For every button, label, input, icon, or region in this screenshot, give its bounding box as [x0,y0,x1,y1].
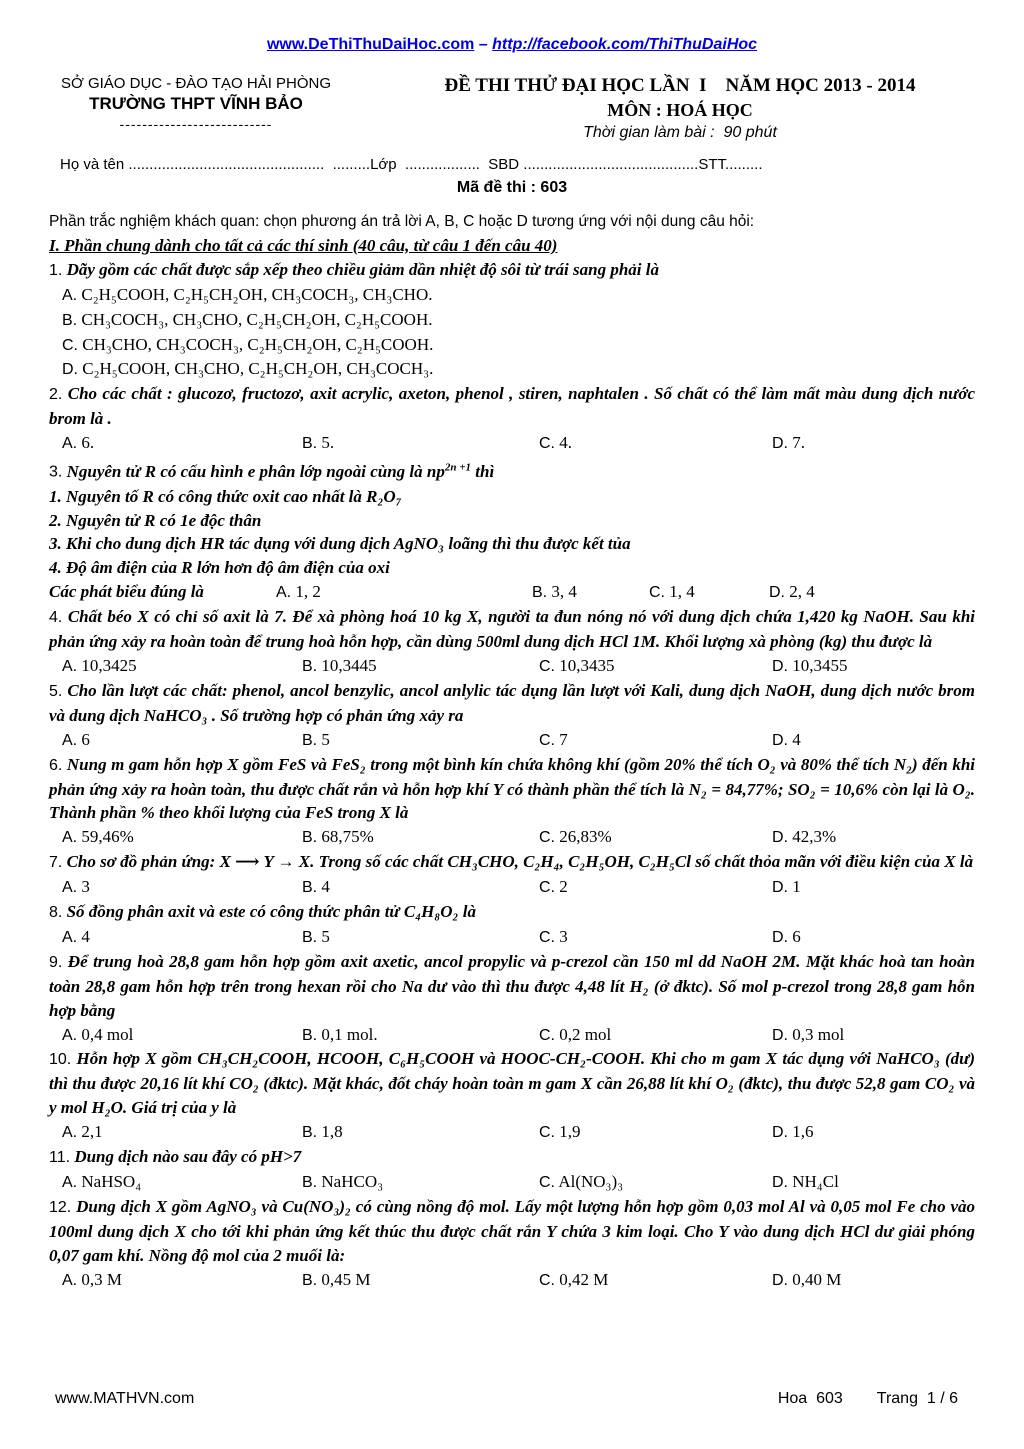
option-letter: C. [539,879,555,897]
dethithudaihoc-link[interactable]: www.DeThiThuDaiHoc.com [266,36,475,53]
option-value: 42,3% [792,827,837,847]
divider-dashes: --------------------------- [119,116,273,132]
school-name: TRƯỜNG THPT VĨNH BẢO [89,94,303,113]
option-c [539,654,772,679]
top-links-bar [0,0,1024,54]
student-info-line: Họ và tên ............................................... .........Lớp .................. SBD ..........................................STT......... [60,156,763,173]
option-letter: A. [62,829,78,847]
question-5-text [49,679,975,728]
option-b [532,580,649,605]
option-letter: C. [539,731,555,749]
option-value: 59,46% [81,827,134,847]
statement-1: 1. Nguyên tố R có công thức oxit cao nhất là R₂O₇ [49,486,402,506]
option-letter: D. [772,928,788,946]
option-value: 4 [792,729,801,749]
question-body: Dung dịch nào sau đây có pH>7 [74,1147,302,1167]
option-d [772,1120,975,1145]
option-value: 4. [559,433,572,453]
option-letter: C. [539,829,555,847]
option-b [302,875,539,900]
question-number: 5. [49,682,63,700]
statement-2: 2. Nguyên tử R có 1e độc thân [49,510,262,530]
question-6 [49,753,975,851]
question-number: 1. [49,261,63,279]
option-value: C₂H₅COOH, C₂H₅CH₂OH, CH₃COCH₃, CH₃CHO. [81,284,433,304]
question-3-options [49,580,975,605]
question-5 [49,679,975,753]
question-1 [49,258,975,383]
option-value: CH₃COCH₃, CH₃CHO, C₂H₅CH₂OH, C₂H₅COOH. [81,309,433,329]
option-letter: B. [302,657,318,675]
statement-4: 4. Độ âm điện của R lớn hơn độ âm điện của oxi [49,558,390,578]
option-value: 3 [559,926,568,946]
question-1-options [49,283,975,383]
question-6-text [49,753,975,826]
option-letter: C. [539,1174,555,1191]
option-letter: B. [302,829,318,847]
option-d [769,580,975,605]
department-name: SỞ GIÁO DỤC - ĐÀO TẠO HẢI PHÒNG [60,75,332,92]
question-4 [49,605,975,679]
instructions-line: Phần trắc nghiệm khách quan: chọn phương án trả lời A, B, C hoặc D tương ứng với nội dung câu hỏi: [49,213,755,230]
question-body: Số đồng phân axit và este có công thức phân tử C₄H₈O₂ là [66,902,476,922]
question-body: Cho lần lượt các chất: phenol, ancol benzylic, ancol anlylic tác dụng lần lượt với Kali, dung dịch NaOH, dung dịch nước brom và dung dịch NaHCO₃ . Số trường hợp có phản ứng xảy ra [49,680,976,725]
option-a [62,1120,302,1145]
option-a [62,1023,302,1048]
option-letter: A. [62,1174,78,1191]
option-value: 1,6 [792,1122,814,1142]
question-number: 10. [49,1051,72,1069]
question-8 [49,900,975,950]
question-12 [49,1195,975,1293]
option-letter: A. [62,286,78,304]
footer-site: www.MATHVN.com [55,1390,195,1407]
option-letter: B. [302,928,318,946]
option-value: 5. [321,433,335,453]
option-letter: B. [302,731,318,749]
option-letter: B. [62,311,78,329]
option-letter: A. [62,435,78,453]
question-body: Hỗn hợp X gồm CH₃CH₂COOH, HCOOH, C₆H₅COOH và HOOC-CH₂-COOH. Khi cho m gam X tác dụng với NaHCO₃ (dư) thì thu được 20,16 lít khí CO₂ (đktc). Mặt khác, đốt cháy hoàn toàn m gam X cần 26,88 lít khí O₂ (đktc), thu được 52,8 gam CO₂ và y mol H₂O. Giá trị của y là [49,1049,975,1118]
option-letter: B. [302,879,318,897]
option-value: 6 [792,926,801,946]
option-value: 10,3455 [792,655,848,675]
option-letter: A. [62,731,78,749]
option-value: 0,40 M [792,1269,842,1289]
option-letter: D. [772,1271,788,1289]
option-b [302,1023,539,1048]
option-letter: B. [302,435,318,453]
option-c [539,1023,772,1048]
option-d [62,357,975,382]
question-11 [49,1145,975,1195]
option-a [62,431,302,456]
options-lead: Các phát biểu đúng là [49,582,204,602]
option-letter: D. [772,731,788,749]
option-value: 4 [81,926,90,946]
question-11-text [49,1145,975,1170]
exam-title: ĐỀ THI THỬ ĐẠI HỌC LẦN I NĂM HỌC 2013 - 2014 [444,75,916,96]
option-letter: A. [62,1124,78,1142]
option-letter: B. [302,1271,318,1289]
question-7-options [49,875,975,900]
statement-3: 3. Khi cho dung dịch HR tác dụng với dung dịch AgNO₃ loãng thì thu được kết tủa [49,534,631,554]
option-a [62,283,975,308]
option-letter: A. [62,1271,78,1289]
question-number: 2. [49,386,63,404]
option-letter: B. [532,584,548,602]
option-value: C₂H₅COOH, CH₃CHO, C₂H₅CH₂OH, CH₃COCH₃. [82,359,434,379]
question-number: 6. [49,756,63,774]
question-number: 4. [49,609,63,627]
option-letter: C. [649,584,665,602]
question-4-text [49,605,975,654]
question-9 [49,950,975,1048]
facebook-link[interactable]: http://facebook.com/ThiThuDaiHoc [492,36,758,53]
exam-header [0,74,1024,144]
option-value: 1, 2 [295,582,321,602]
question-body: Cho sơ đồ phản ứng: X ⟶ Y → X. Trong số các chất CH₃CHO, C₂H₄, C₂H₅OH, C₂H₅Cl số chất thỏa mãn với điều kiện của X là [66,852,974,872]
option-b [62,308,975,333]
question-7-text [49,850,975,875]
footer-page-number: Trang 1 / 6 [876,1390,958,1407]
option-c [539,825,772,850]
option-d [772,925,975,950]
option-value: 5 [321,729,330,749]
option-value: 1, 4 [669,582,695,602]
option-letter: B. [302,1026,318,1044]
school-block [26,74,366,144]
option-value: 6 [81,729,90,749]
option-value: 4 [321,877,330,897]
question-7 [49,850,975,900]
option-letter: A. [276,584,292,602]
question-12-text [49,1195,975,1268]
option-letter: A. [62,1026,78,1044]
footer-page-info [778,1390,958,1408]
question-12-options [49,1268,975,1293]
option-c [539,728,772,753]
question-10-options [49,1120,975,1145]
option-value: 0,42 M [559,1269,609,1289]
superscript: 2n +1 [444,461,472,474]
option-a [62,875,302,900]
option-b [302,825,539,850]
question-8-text [49,900,975,925]
option-b [302,728,539,753]
option-value: 2,1 [81,1122,103,1142]
option-value: 1,9 [559,1122,581,1142]
option-letter: C. [539,1026,555,1044]
option-value: 3, 4 [551,582,577,602]
option-value: 10,3445 [321,655,377,675]
option-value: Al(NO₃)₃ [558,1172,624,1191]
option-d [772,1023,975,1048]
option-letter: D. [772,879,788,897]
question-body: Cho các chất : glucozơ, fructozơ, axit acrylic, axeton, phenol , stiren, naphtalen . Số chất có thể làm mất màu dung dịch nước brom là . [49,384,976,429]
question-2-options [49,431,975,456]
option-value: NH₄Cl [792,1172,839,1191]
question-1-text [49,258,975,283]
question-9-options [49,1023,975,1048]
question-3 [49,456,975,605]
option-b [302,654,539,679]
option-letter: D. [772,435,788,453]
option-value: 2, 4 [789,582,815,602]
option-letter: B. [302,1174,318,1191]
option-a [62,925,302,950]
option-d [772,654,975,679]
page-footer [55,1390,958,1408]
option-b [302,1170,539,1195]
option-d [772,728,975,753]
question-body: Để trung hoà 28,8 gam hỗn hợp gồm axit axetic, ancol propylic và p-crezol cần 150 ml dd NaOH 2M. Mặt khác hoà tan hoàn toàn 28,8 gam hỗn hợp trên trong hexan rồi cho Na dư vào thì thu được 4,48 lít H₂ (ở đktc). Số mol p-crezol trong 28,8 gam hỗn hợp bằng [49,951,975,1020]
option-value: CH₃CHO, CH₃COCH₃, C₂H₅CH₂OH, C₂H₅COOH. [82,334,434,354]
option-c [539,875,772,900]
option-b [302,925,539,950]
option-a [62,1268,302,1293]
question-9-text [49,950,975,1023]
option-d [772,875,975,900]
option-value: NaHCO₃ [321,1172,384,1191]
question-5-options [49,728,975,753]
question-body: Dãy gồm các chất được sắp xếp theo chiều giảm dần nhiệt độ sôi từ trái sang phải là [66,259,659,279]
question-body: Nguyên tử R có cấu hình e phân lớp ngoài cùng là $np^{2n +1}$ thì [66,461,495,481]
option-c [539,431,772,456]
option-value: 0,1 mol. [321,1024,378,1044]
exam-duration: Thời gian làm bài : 90 phút [583,124,777,141]
option-c [539,1268,772,1293]
option-a [62,728,302,753]
option-letter: D. [772,657,788,675]
option-c [539,1120,772,1145]
option-c [539,1170,772,1195]
option-letter: C. [539,435,555,453]
option-value: 0,3 mol [792,1024,845,1044]
question-2-text [49,382,975,431]
option-value: 0,4 mol [81,1024,134,1044]
option-letter: C. [62,336,78,354]
option-letter: B. [302,1124,318,1142]
option-value: 2 [559,877,568,897]
links-separator: – [474,36,493,53]
option-letter: D. [772,1026,788,1044]
option-value: 26,83% [559,827,612,847]
option-b [302,1120,539,1145]
option-value: 0,3 M [81,1269,122,1289]
exam-title-block [366,74,1024,144]
option-d [772,1268,975,1293]
option-value: 0,2 mol [559,1024,612,1044]
option-a [62,1170,302,1195]
question-number: 11. [49,1149,71,1167]
option-letter: D. [62,361,78,379]
question-number: 3. [49,463,63,481]
question-number: 9. [49,953,63,971]
option-value: 3 [81,877,90,897]
question-number: 8. [49,904,63,922]
option-a [62,654,302,679]
option-value: 10,3435 [559,655,615,675]
option-letter: A. [62,657,78,675]
section-heading: I. Phần chung dành cho tất cả các thí sinh (40 câu, từ câu 1 đến câu 40) [49,235,558,255]
option-d [772,431,975,456]
option-value: 1,8 [321,1122,343,1142]
option-letter: A. [62,879,78,897]
option-letter: D. [772,1124,788,1142]
option-letter: C. [539,1271,555,1289]
option-c [649,580,769,605]
option-letter: A. [62,928,78,946]
footer-exam-code: Hoa 603 [777,1390,843,1407]
question-6-options [49,825,975,850]
question-3-text [49,456,975,485]
option-a [62,825,302,850]
option-value: 5 [321,926,330,946]
question-8-options [49,925,975,950]
option-value: 7. [792,433,805,453]
option-value: 7 [559,729,568,749]
question-4-options [49,654,975,679]
option-value: 0,45 M [321,1269,371,1289]
question-2 [49,382,975,456]
option-letter: C. [539,657,555,675]
option-value: 1 [792,877,801,897]
option-value: 6. [81,433,95,453]
exam-subject: MÔN : HOÁ HỌC [607,100,753,120]
option-b [302,431,539,456]
option-d [772,1170,975,1195]
option-d [772,825,975,850]
option-value: 68,75% [321,827,374,847]
option-letter: D. [772,1174,788,1191]
question-body: Chất béo X có chỉ số axit là 7. Để xà phòng hoá 10 kg X, người ta đun nóng nó với dung dịch chứa 1,420 kg NaOH. Sau khi phản ứng xảy ra hoàn toàn để trung hoà hỗn hợp, cần dùng 500ml dung dịch HCl 1M. Khối lượng xà phòng (kg) thu được là [49,607,975,652]
option-a [276,580,532,605]
question-number: 7. [49,854,63,872]
option-c [62,333,975,358]
option-letter: D. [769,584,785,602]
exam-code: Mã đề thi : 603 [456,179,568,196]
option-letter: C. [539,928,555,946]
option-letter: C. [539,1124,555,1142]
question-body: Dung dịch X gồm AgNO₃ và Cu(NO₃)₂ có cùng nồng độ mol. Lấy một lượng hỗn hợp gồm 0,03 mol Al và 0,05 mol Fe cho vào 100ml dung dịch X cho tới khi phản ứng kết thúc thu được chất rắn Y chứa 3 kim loại. Cho Y vào dung dịch HCl dư giải phóng 0,07 gam khí. Nồng độ mol của 2 muối là: [49,1196,976,1265]
question-number: 12. [49,1198,72,1216]
question-10-text [49,1047,975,1120]
question-11-options [49,1170,975,1195]
question-body: Nung m gam hỗn hợp X gồm FeS và FeS₂ trong một bình kín chứa không khí (gồm 20% thể tích O₂ và 80% thể tích N₂) đến khi phản ứng xảy ra hoàn toàn, thu được chất rắn và hỗn hợp khí Y có thành phần thể tích là N₂ = 84,77%; SO₂ = 10,6% còn lại là O₂. Thành phần % theo khối lượng của FeS trong X là [49,754,975,823]
option-value: 10,3425 [81,655,137,675]
question-10 [49,1047,975,1145]
option-b [302,1268,539,1293]
option-value: NaHSO₄ [81,1172,142,1191]
option-c [539,925,772,950]
option-letter: D. [772,829,788,847]
